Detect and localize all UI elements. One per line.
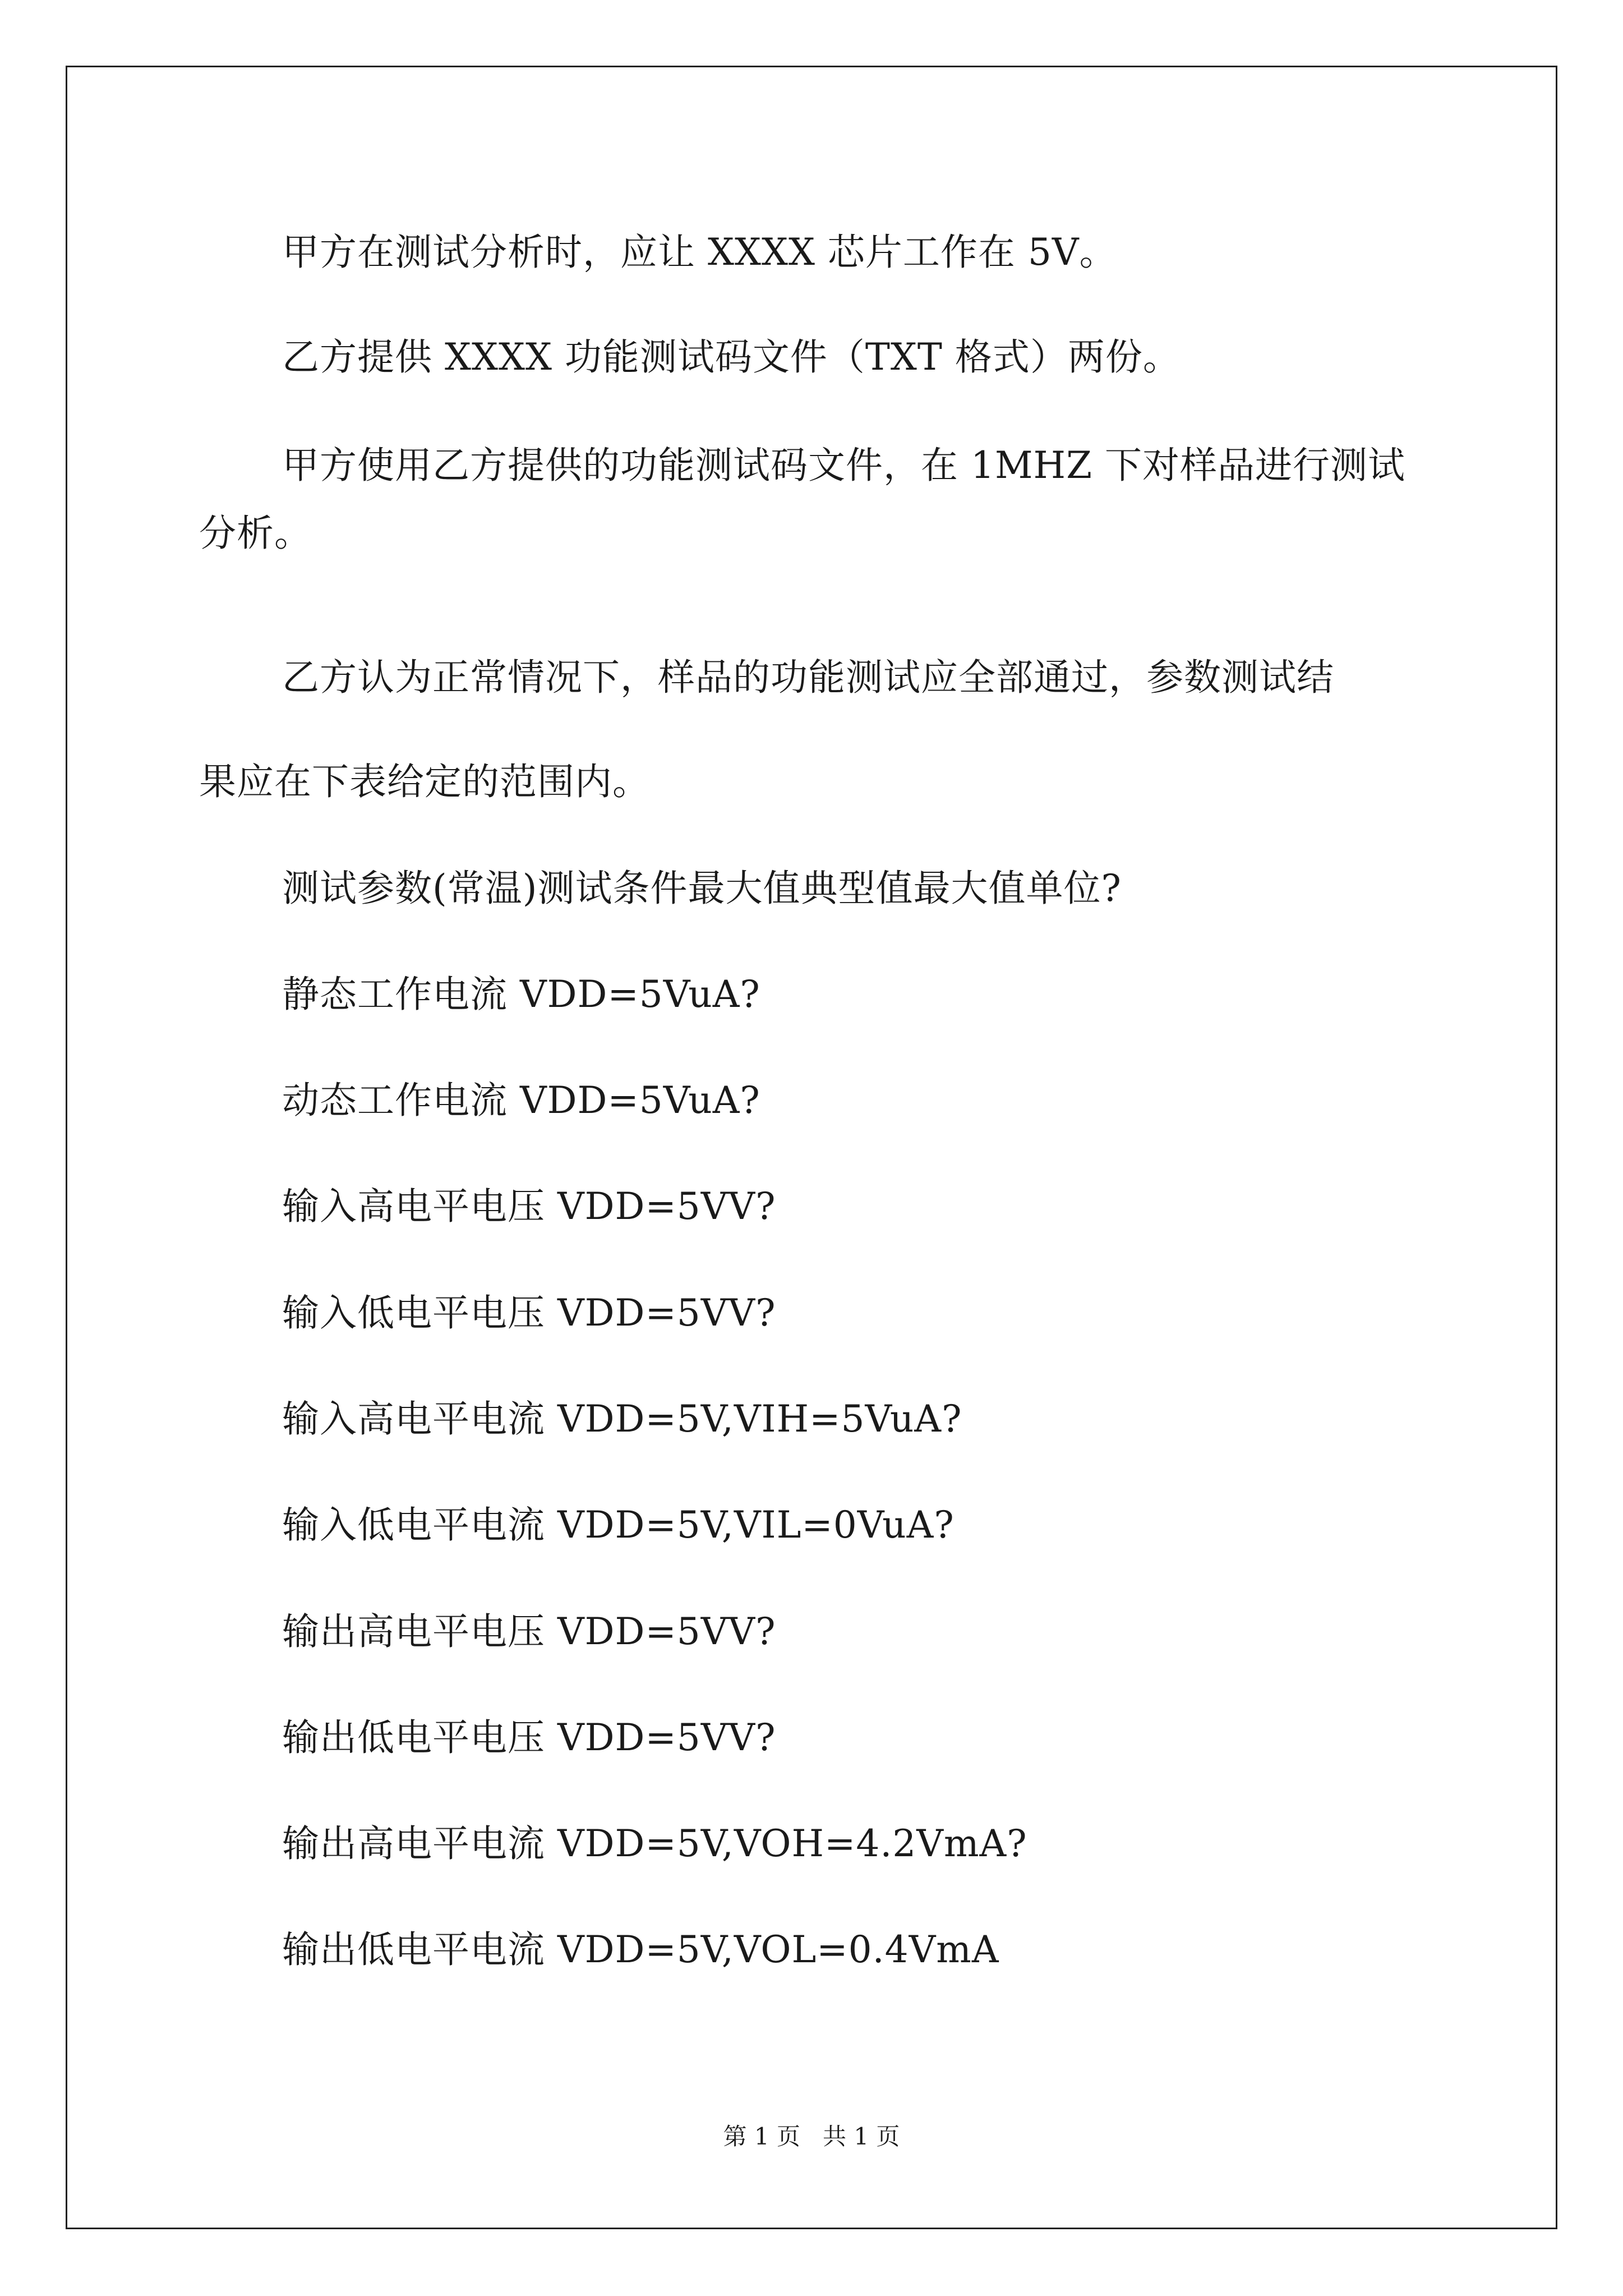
param-line: 输入高电平电流 VDD=5V,VIH=5VuA? <box>282 1397 962 1441</box>
page-footer <box>0 2125 1623 2148</box>
param-line: 输入高电平电压 VDD=5VV? <box>282 1185 776 1228</box>
page-number-total: 共 1 页 <box>823 2123 900 2150</box>
paragraph-2: 乙方提供 XXXX 功能测试码文件（TXT 格式）两份。 <box>282 335 1181 379</box>
param-line: 输出低电平电压 VDD=5VV? <box>282 1716 776 1759</box>
paragraph-4-line-1: 乙方认为正常情况下，样品的功能测试应全部通过，参数测试结 <box>282 656 1334 699</box>
param-line: 动态工作电流 VDD=5VuA? <box>282 1079 760 1122</box>
paragraph-4-line-2: 果应在下表给定的范围内。 <box>199 760 650 803</box>
param-line: 输入低电平电压 VDD=5VV? <box>282 1291 776 1335</box>
paragraph-3-line-1: 甲方使用乙方提供的功能测试码文件，在 1MHZ 下对样品进行测试 <box>282 444 1405 487</box>
param-line: 输入低电平电流 VDD=5V,VIL=0VuA? <box>282 1503 955 1547</box>
page-number-current: 第 1 页 <box>723 2123 800 2150</box>
param-line: 输出低电平电流 VDD=5V,VOL=0.4VmA <box>282 1928 999 1971</box>
param-line: 输出高电平电流 VDD=5V,VOH=4.2VmA? <box>282 1822 1027 1865</box>
table-header-line: 测试参数(常温)测试条件最大值典型值最大值单位? <box>282 867 1122 910</box>
paragraph-3-line-2: 分析。 <box>199 512 312 555</box>
param-line: 静态工作电流 VDD=5VuA? <box>282 973 760 1016</box>
param-line: 输出高电平电压 VDD=5VV? <box>282 1610 776 1653</box>
paragraph-1: 甲方在测试分析时，应让 XXXX 芯片工作在 5V。 <box>282 231 1117 274</box>
page-border <box>66 66 1557 2229</box>
